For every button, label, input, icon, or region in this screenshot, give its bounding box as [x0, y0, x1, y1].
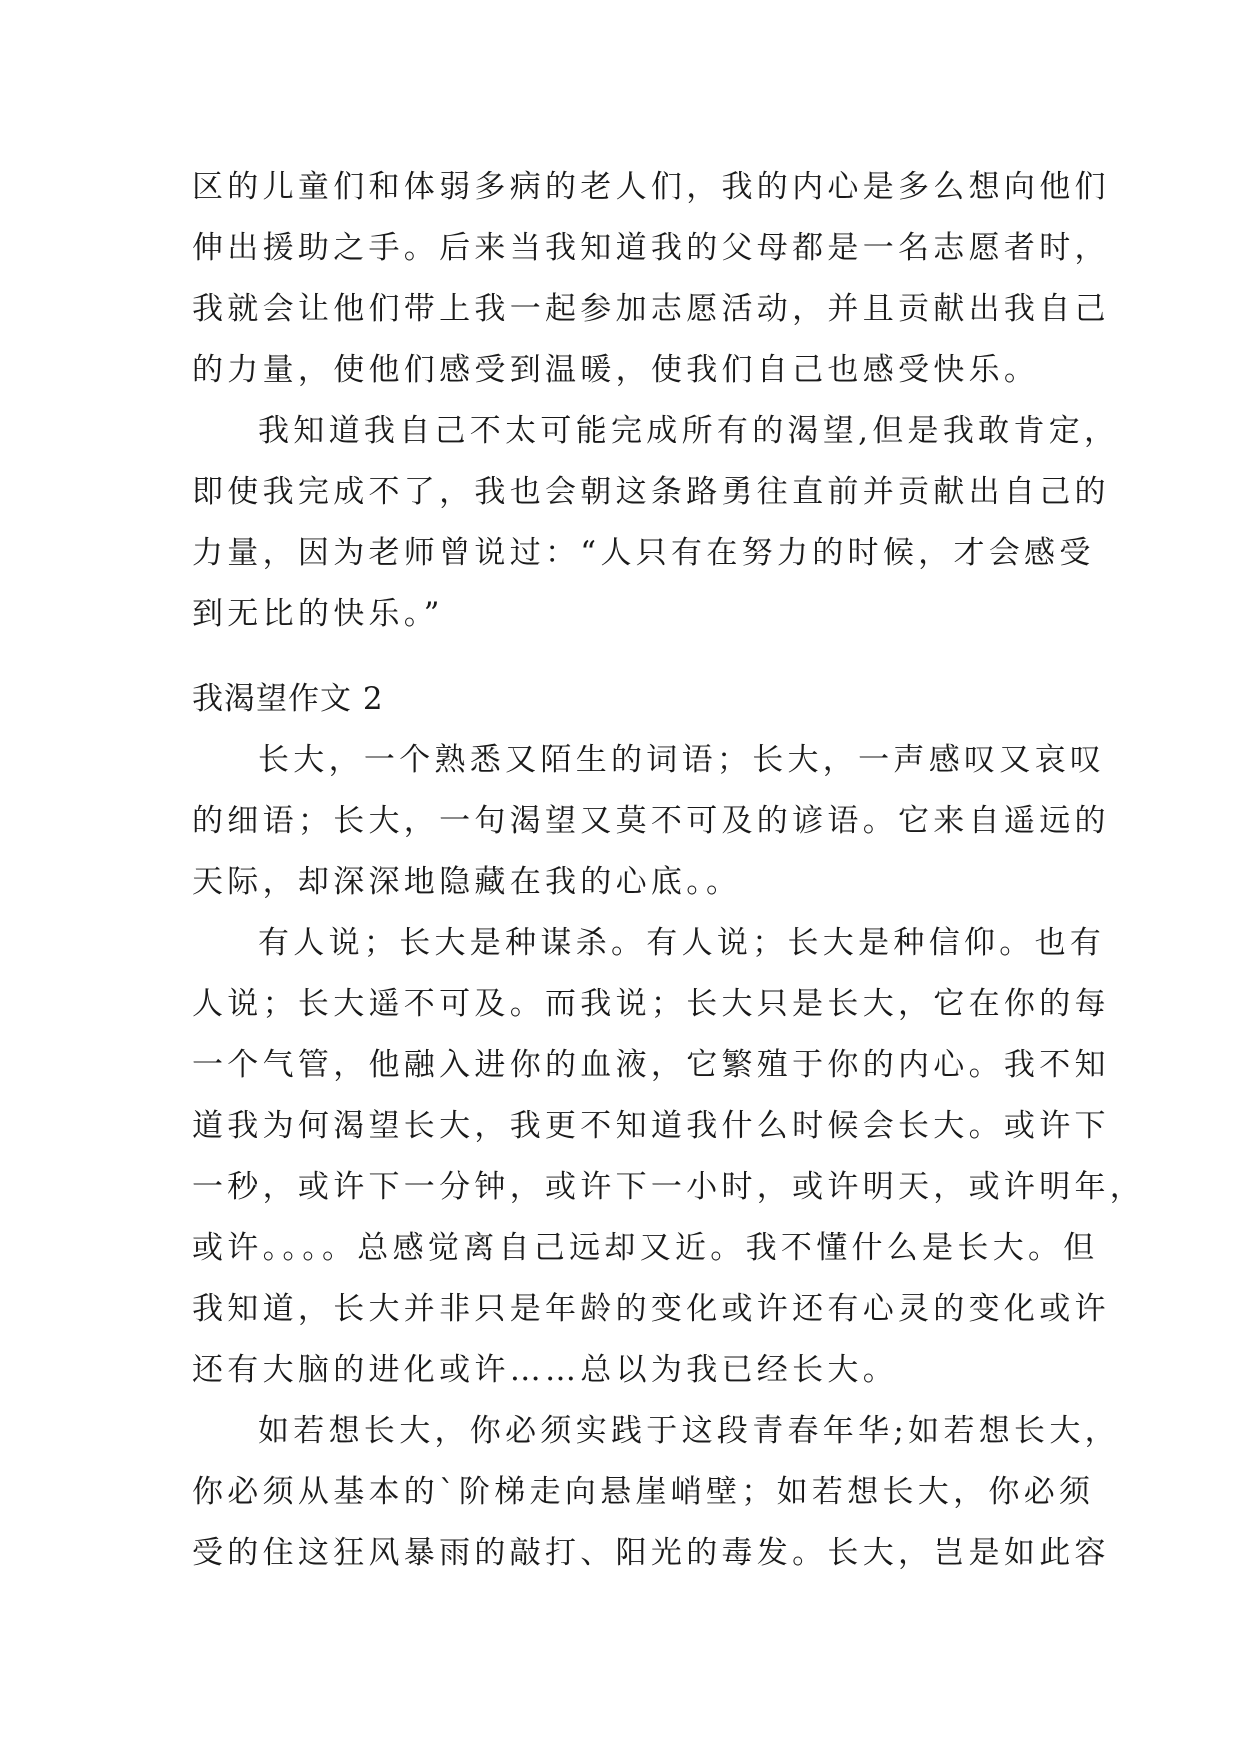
text-line: 有人说；长大是种谋杀。有人说；长大是种信仰。也有 [258, 925, 1106, 961]
text-line: 伸出援助之手。后来当我知道我的父母都是一名志愿者时， [192, 230, 1110, 266]
text-line: 天际，却深深地隐藏在我的心底。。 [192, 864, 742, 900]
text-line: 即使我完成不了，我也会朝这条路勇往直前并贡献出自己的 [192, 474, 1110, 510]
essay-section-2 [192, 669, 1146, 1584]
paragraph [192, 401, 1120, 645]
text-line: 的细语；长大，一句渴望又莫不可及的谚语。它来自遥远的 [192, 803, 1110, 839]
text-line: 我知道我自己不太可能完成所有的渴望,但是我敢肯定， [258, 413, 1120, 449]
text-line: 长大，一个熟悉又陌生的词语；长大，一声感叹又哀叹 [258, 742, 1106, 778]
paragraph [192, 730, 1110, 913]
text-line: 的力量，使他们感受到温暖，使我们自己也感受快乐。 [192, 352, 1040, 388]
paragraph [192, 1401, 1120, 1584]
paragraph [192, 913, 1146, 1401]
text-line: 道我为何渴望长大，我更不知道我什么时候会长大。或许下 [192, 1108, 1110, 1144]
text-line: 还有大脑的进化或许……总以为我已经长大。 [192, 1352, 898, 1388]
text-line: 我知道，长大并非只是年龄的变化或许还有心灵的变化或许 [192, 1291, 1110, 1327]
text-line: 到无比的快乐。” [192, 596, 444, 632]
text-line: 你必须从基本的`阶梯走向悬崖峭壁；如若想长大，你必须 [192, 1474, 1095, 1510]
text-line: 人说；长大遥不可及。而我说；长大只是长大，它在你的每 [192, 986, 1110, 1022]
text-line: 或许。。。。总感觉离自己远却又近。我不懂什么是长大。但 [192, 1230, 1099, 1266]
text-line: 受的住这狂风暴雨的敲打、阳光的毒发。长大，岂是如此容 [192, 1535, 1110, 1571]
essay-section-1 [192, 157, 1120, 645]
text-line: 力量，因为老师曾说过：“人只有在努力的时候，才会感受 [192, 535, 1095, 571]
essay-heading: 我渴望作文 2 [192, 681, 384, 717]
text-line: 区的儿童们和体弱多病的老人们，我的内心是多么想向他们 [192, 169, 1110, 205]
text-line: 如若想长大，你必须实践于这段青春年华;如若想长大， [258, 1413, 1120, 1449]
paragraph [192, 157, 1110, 401]
text-line: 一个气管，他融入进你的血液，它繁殖于你的内心。我不知 [192, 1047, 1110, 1083]
text-line: 我就会让他们带上我一起参加志愿活动，并且贡献出我自己 [192, 291, 1110, 327]
text-line: 一秒，或许下一分钟，或许下一小时，或许明天，或许明年， [192, 1169, 1146, 1205]
